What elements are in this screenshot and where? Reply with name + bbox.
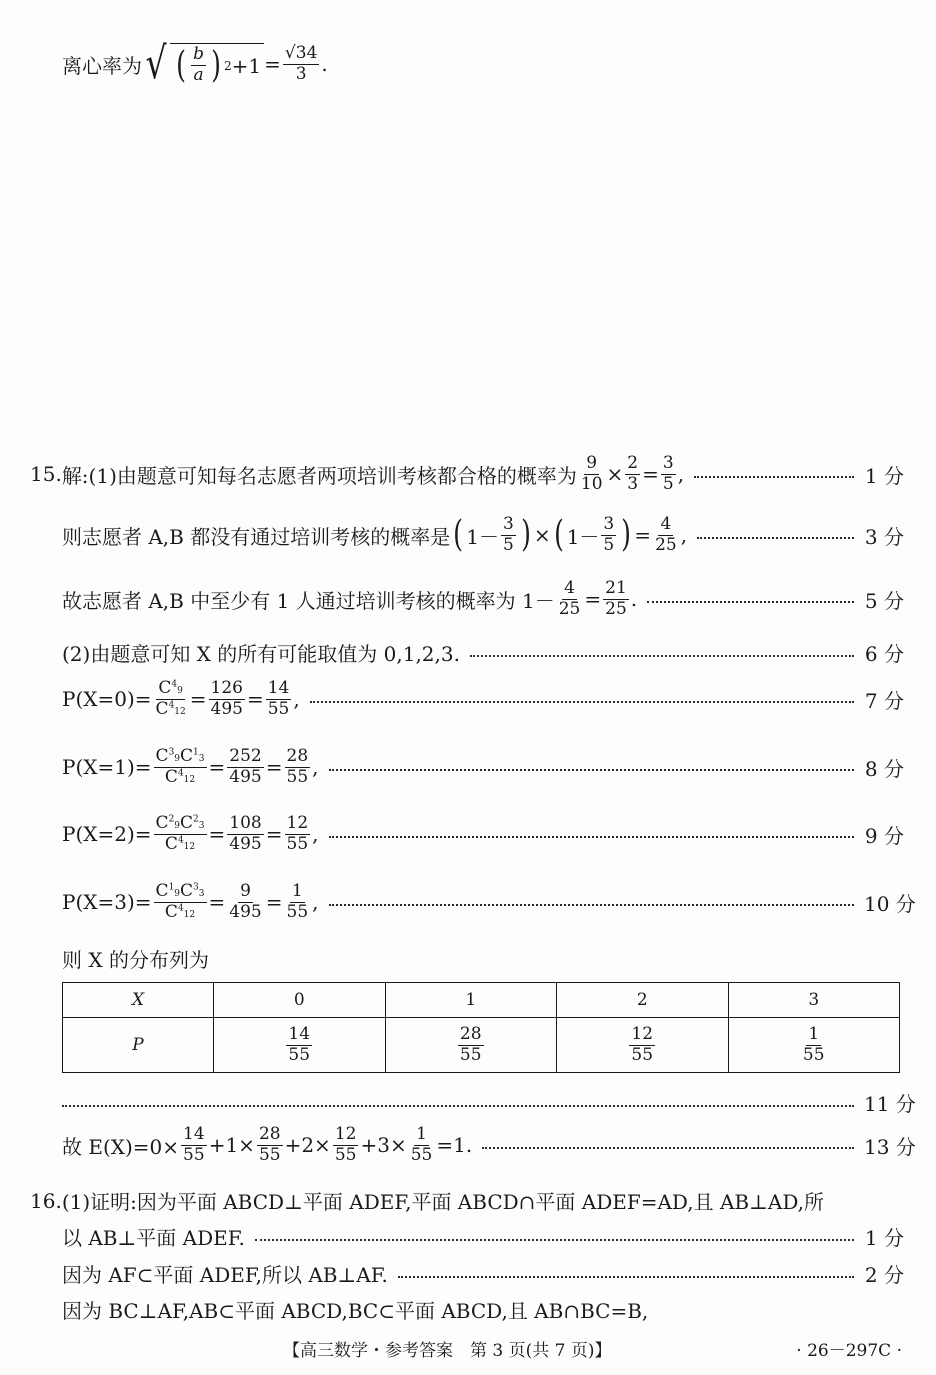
leader-dots — [329, 894, 855, 906]
radical-sign: √ — [145, 38, 167, 89]
expectation-line: 故 E(X)=0× $\frac{14}{55}$ +1× $\frac{28}{55}$ +2× $\frac{12}{55}$ +3× $\frac{1}{55}$ =1. 13 分 — [62, 1124, 916, 1165]
score-10: 10 分 — [864, 891, 916, 916]
score-9: 9 分 — [864, 823, 904, 848]
q15-label: 15. — [30, 462, 62, 487]
eccentricity-prefix: 离心率为 — [62, 53, 142, 78]
eccentricity-result: $\frac{√34}{3}$ — [284, 42, 318, 84]
p-line-2: P(X=2)= $\frac{C^29C^23}{C^412}$ = $\frac{108}{495}$ = $\frac{12}{55}$ , 9 分 — [62, 813, 904, 854]
q15-line1-text: 解:(1)由题意可知每名志愿者两项培训考核都合格的概率为 — [61, 463, 577, 488]
leader-dots — [255, 1229, 854, 1241]
q16-label: 16. — [30, 1188, 62, 1213]
score-1b: 1 分 — [864, 1226, 904, 1250]
score-1: 1 分 — [864, 463, 904, 488]
score-5: 5 分 — [864, 588, 904, 613]
q15-line4-text: (2)由题意可知 X 的所有可能取值为 0,1,2,3. — [62, 642, 460, 666]
leader-dots — [329, 759, 855, 771]
footer-code: · 26－297C · — [796, 1341, 902, 1361]
score-6: 6 分 — [864, 642, 904, 666]
table-row: P $\frac{14}{55}$ $\frac{28}{55}$ $\frac{12}{55}$ $\frac{1}{55}$ — [63, 1018, 900, 1073]
q16-line2: 以 AB⊥平面 ADEF. 1 分 — [62, 1222, 904, 1251]
p-line-0: P(X=0)= $\frac{C^49}{C^412}$ = $\frac{126}{495}$ = $\frac{14}{55}$ , 7 分 — [62, 678, 904, 719]
leader-dots — [694, 466, 854, 478]
leader-dots — [398, 1266, 854, 1278]
leader-dots — [697, 527, 854, 539]
dist-title: 则 X 的分布列为 — [62, 948, 209, 972]
q16-line1: 16. (1)证明:因为平面 ABCD⊥平面 ADEF,平面 ABCD∩平面 ADEF=AD,且 AB⊥AD,所 — [30, 1188, 825, 1214]
leader-dots — [310, 691, 854, 703]
leader-dots — [482, 1137, 854, 1149]
score-3: 3 分 — [864, 524, 904, 549]
q15-line3: 故志愿者 A,B 中至少有 1 人通过培训考核的概率为 1－ $\frac{4}{25}$ = $\frac{21}{25}$ . 5 分 — [62, 578, 904, 619]
score-13: 13 分 — [864, 1134, 916, 1159]
sqrt-expression: √ ( $\frac{b}{a}$ ) 2 +1 — [142, 42, 264, 86]
q15-line1: 15. 解:(1)由题意可知每名志愿者两项培训考核都合格的概率为 $\frac{9}{10}$ × $\frac{2}{3}$ = $\frac{3}{5}$ , 1 分 — [30, 453, 904, 494]
footer-center: 【高三数学・参考答案 第 3 页(共 7 页)】 — [283, 1341, 612, 1361]
leader-dots — [647, 591, 854, 603]
distribution-table — [62, 982, 900, 1073]
q16-line4: 因为 BC⊥AF,AB⊂平面 ABCD,BC⊂平面 ABCD,且 AB∩BC=B, — [62, 1299, 649, 1323]
eccentricity-line: 离心率为 √ ( $\frac{b}{a}$ ) 2 +1 = $\frac{√34}{3}$ . — [62, 38, 328, 89]
score-8: 8 分 — [864, 756, 904, 781]
p-line-1: P(X=1)= $\frac{C^39C^13}{C^412}$ = $\frac{252}{495}$ = $\frac{28}{55}$ , 8 分 — [62, 746, 904, 787]
table-row: X 0 1 2 3 — [63, 983, 900, 1018]
q16-line3: 因为 AF⊂平面 ADEF,所以 AB⊥AF. 2 分 — [62, 1259, 904, 1288]
q15-line2: 则志愿者 A,B 都没有通过培训考核的概率是 ( 1－ $\frac{3}{5}$ ) × ( 1－ $\frac{3}{5}$ ) = $\frac{4}{25}$ , 3 分 — [62, 514, 904, 556]
p-line-3: P(X=3)= $\frac{C^19C^33}{C^412}$ = $\frac{9}{495}$ = $\frac{1}{55}$ , 10 分 — [62, 881, 916, 922]
leader-dots — [329, 826, 855, 838]
score-11: 11 分 — [864, 1092, 916, 1116]
q15-line4 — [62, 638, 904, 667]
leader-dots — [470, 645, 854, 657]
score-2: 2 分 — [864, 1263, 904, 1287]
score-7: 7 分 — [864, 688, 904, 713]
q15-line2-text: 则志愿者 A,B 都没有通过培训考核的概率是 — [62, 524, 451, 549]
leader-dots — [62, 1095, 854, 1107]
table-score-line — [62, 1088, 916, 1117]
q15-line3-text: 故志愿者 A,B 中至少有 1 人通过培训考核的概率为 1－ — [62, 588, 555, 613]
